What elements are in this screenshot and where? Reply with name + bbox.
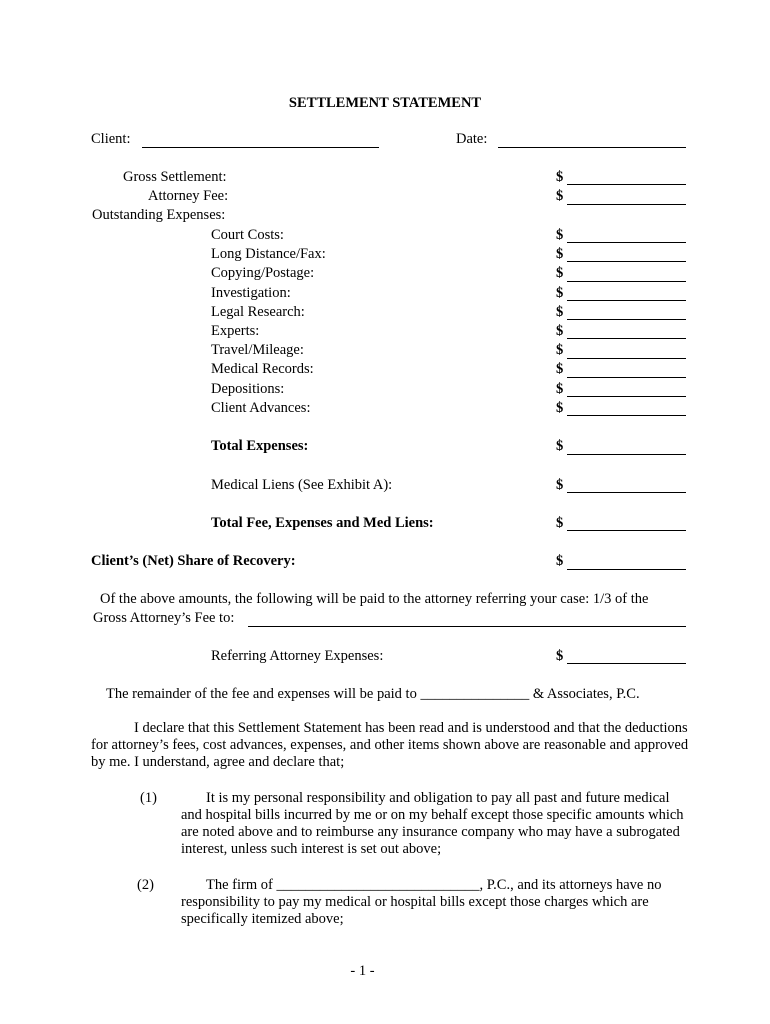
long-distance-fax-amount[interactable] [567,261,686,262]
dollar-sign: $ [556,304,564,320]
expense-label-client-advances: Client Advances: [211,400,311,416]
gross-settlement-label: Gross Settlement: [123,169,227,185]
depositions-amount[interactable] [567,396,686,397]
dollar-sign: $ [556,515,564,531]
total-fee-expenses-liens-amount[interactable] [567,530,686,531]
referral-text-line2: Gross Attorney’s Fee to: [93,610,235,626]
date-label: Date: [456,131,488,147]
dollar-sign: $ [556,361,564,377]
expense-label-investigation: Investigation: [211,285,291,301]
dollar-sign: $ [556,285,564,301]
attorney-fee-amount[interactable] [567,204,686,205]
expense-label-experts: Experts: [211,323,260,339]
dollar-sign: $ [556,381,564,397]
medical-records-amount[interactable] [567,377,686,378]
referral-text-line1: Of the above amounts, the following will be paid to the attorney referring your case: 1/3 of the [100,591,649,607]
item-2-number: (2) [137,877,154,893]
item-1-text: It is my personal responsibility and obligation to pay all past and future medical and hospital bills incurred by me or on my behalf except those specific amounts which are noted above and to reimburse any insurance company who may have a subrogated interest, unless such interest is set out above; [181,790,684,857]
dollar-sign: $ [556,169,564,185]
dollar-sign: $ [556,553,564,569]
copying-postage-amount[interactable] [567,281,686,282]
client-net-share-label: Client’s (Net) Share of Recovery: [91,553,296,569]
total-fee-expenses-liens-label: Total Fee, Expenses and Med Liens: [211,515,434,531]
dollar-sign: $ [556,477,564,493]
medical-liens-label: Medical Liens (See Exhibit A): [211,477,393,493]
expense-label-legal-research: Legal Research: [211,304,305,320]
dollar-sign: $ [556,227,564,243]
remainder-text: The remainder of the fee and expenses will be paid to _______________ & Associates, P.C. [106,686,640,702]
gross-settlement-amount[interactable] [567,184,686,185]
client-net-share-amount[interactable] [567,569,686,570]
declaration-paragraph: I declare that this Settlement Statement has been read and is understood and that the deductions for attorney’s fees, cost advances, expenses, and other items shown above are reasonable and approved by me. I understand, agree and declare that; [91,720,689,770]
expense-label-long-distance-fax: Long Distance/Fax: [211,246,326,262]
expense-label-travel-mileage: Travel/Mileage: [211,342,304,358]
item-1-number: (1) [140,790,157,806]
page-number: - 1 - [350,963,375,979]
medical-liens-amount[interactable] [567,492,686,493]
client-label: Client: [91,131,131,147]
investigation-amount[interactable] [567,300,686,301]
dollar-sign: $ [556,648,564,664]
date-field[interactable] [498,147,686,148]
experts-amount[interactable] [567,338,686,339]
client-advances-amount[interactable] [567,415,686,416]
dollar-sign: $ [556,400,564,416]
dollar-sign: $ [556,246,564,262]
dollar-sign: $ [556,188,564,204]
attorney-fee-label: Attorney Fee: [148,188,229,204]
expense-label-copying-postage: Copying/Postage: [211,265,315,281]
dollar-sign: $ [556,323,564,339]
outstanding-expenses-label: Outstanding Expenses: [92,207,226,223]
item-2-text: The firm of ____________________________, P.C., and its attorneys have no responsibility to pay my medical or hospital bills except those charges which are specifically itemized above; [181,877,662,927]
dollar-sign: $ [556,342,564,358]
expense-label-depositions: Depositions: [211,381,285,397]
referring-attorney-expenses-label: Referring Attorney Expenses: [211,648,384,664]
referring-attorney-field[interactable] [248,626,686,627]
referring-attorney-expenses-amount[interactable] [567,663,686,664]
dollar-sign: $ [556,265,564,281]
expense-label-medical-records: Medical Records: [211,361,314,377]
legal-research-amount[interactable] [567,319,686,320]
expense-label-court-costs: Court Costs: [211,227,284,243]
total-expenses-label: Total Expenses: [211,438,309,454]
dollar-sign: $ [556,438,564,454]
document-title: SETTLEMENT STATEMENT [288,95,482,111]
court-costs-amount[interactable] [567,242,686,243]
client-field[interactable] [142,147,379,148]
total-expenses-amount[interactable] [567,454,686,455]
travel-mileage-amount[interactable] [567,358,686,359]
